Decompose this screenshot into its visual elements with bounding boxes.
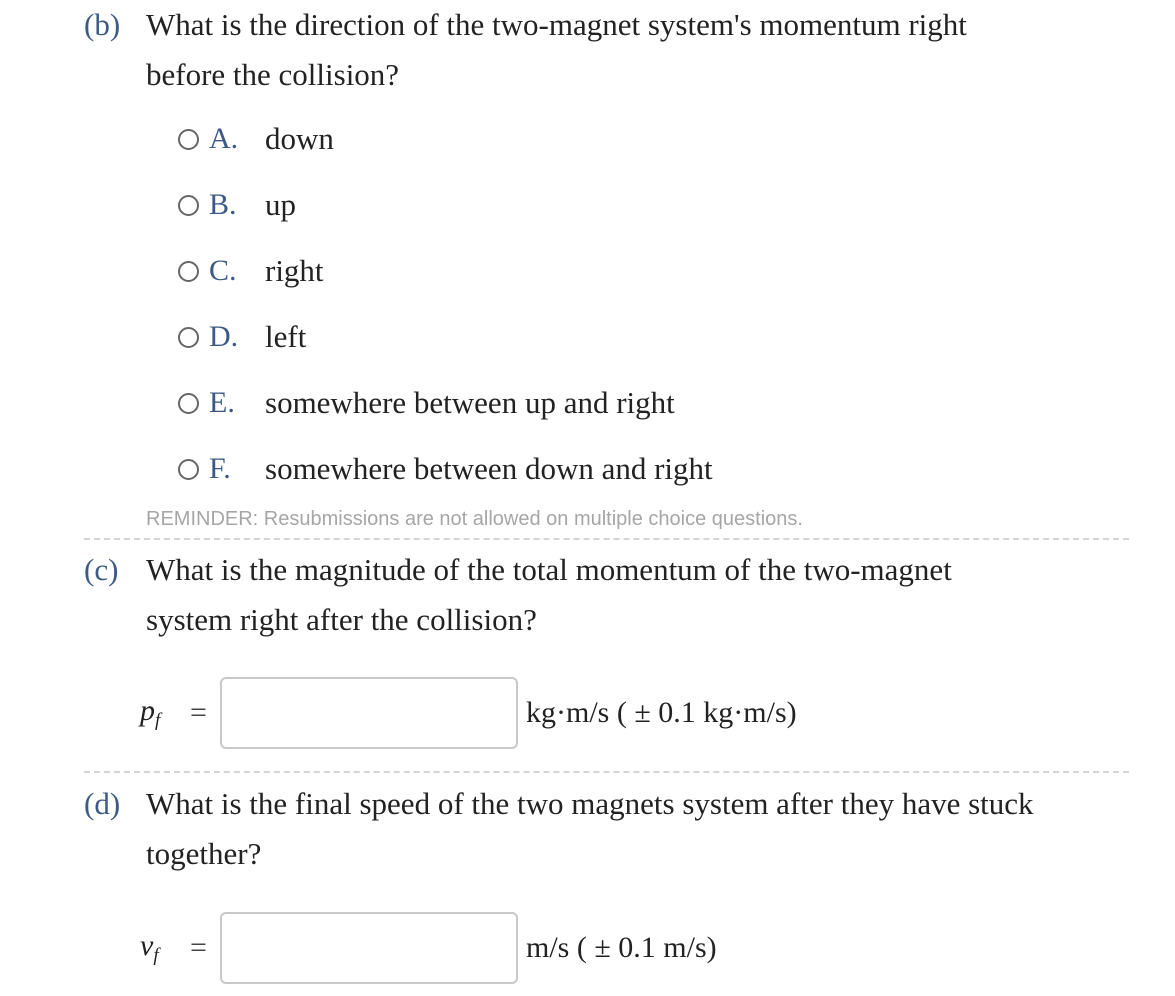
momentum-input[interactable] <box>220 677 518 749</box>
choice-letter: A. <box>209 122 239 155</box>
equals-sign: = <box>190 696 207 729</box>
variable-subscript: f <box>155 710 161 731</box>
choice-text: down <box>265 121 334 156</box>
choice-text: somewhere between up and right <box>265 385 675 420</box>
choice-a[interactable] <box>178 119 334 159</box>
equals-sign: = <box>190 931 207 964</box>
variable-vf <box>140 929 190 967</box>
section-divider <box>84 771 1129 773</box>
choice-text: left <box>265 319 307 354</box>
radio-circle-icon[interactable] <box>178 195 199 216</box>
choice-letter: E. <box>209 386 235 419</box>
choice-letter: F. <box>209 452 231 485</box>
question-c-text-line2: system right after the collision? <box>146 602 537 637</box>
question-d-text <box>146 779 1126 879</box>
choice-c[interactable] <box>178 251 324 291</box>
choice-e[interactable] <box>178 383 675 423</box>
choice-text: somewhere between down and right <box>265 451 713 486</box>
choice-letter: B. <box>209 188 237 221</box>
radio-circle-icon[interactable] <box>178 129 199 150</box>
momentum-unit: kg·m/s ( ± 0.1 kg·m/s) <box>526 696 797 729</box>
section-divider <box>84 538 1129 540</box>
variable-symbol: v <box>140 929 154 962</box>
question-d-text-line1: What is the final speed of the two magnets system after they have stuck <box>146 786 1034 821</box>
speed-input[interactable] <box>220 912 518 984</box>
question-c-text-line1: What is the magnitude of the total momentum of the two-magnet <box>146 552 952 587</box>
choice-letter: C. <box>209 254 237 287</box>
question-c-text <box>146 545 1126 645</box>
question-b-text-line2: before the collision? <box>146 57 400 92</box>
variable-subscript: f <box>153 945 159 966</box>
question-b-text-line1: What is the direction of the two-magnet system's momentum right <box>146 7 967 42</box>
reminder-text: REMINDER: Resubmissions are not allowed on multiple choice questions. <box>146 508 803 530</box>
choice-text: right <box>265 253 324 288</box>
radio-circle-icon[interactable] <box>178 393 199 414</box>
question-b-text <box>146 0 1126 100</box>
radio-circle-icon[interactable] <box>178 459 199 480</box>
radio-circle-icon[interactable] <box>178 327 199 348</box>
question-d-text-line2: together? <box>146 836 262 871</box>
choice-text: up <box>265 187 296 222</box>
choice-b[interactable] <box>178 185 296 225</box>
choice-letter: D. <box>209 320 239 353</box>
question-b-label: (b) <box>84 7 121 42</box>
variable-symbol: p <box>140 694 155 727</box>
choice-f[interactable] <box>178 449 713 489</box>
speed-unit: m/s ( ± 0.1 m/s) <box>526 931 717 964</box>
answer-row-pf <box>140 677 797 749</box>
choice-d[interactable] <box>178 317 306 357</box>
radio-circle-icon[interactable] <box>178 261 199 282</box>
variable-pf <box>140 694 190 732</box>
question-d-label: (d) <box>84 786 121 821</box>
answer-row-vf <box>140 912 717 984</box>
question-c-label: (c) <box>84 552 119 587</box>
